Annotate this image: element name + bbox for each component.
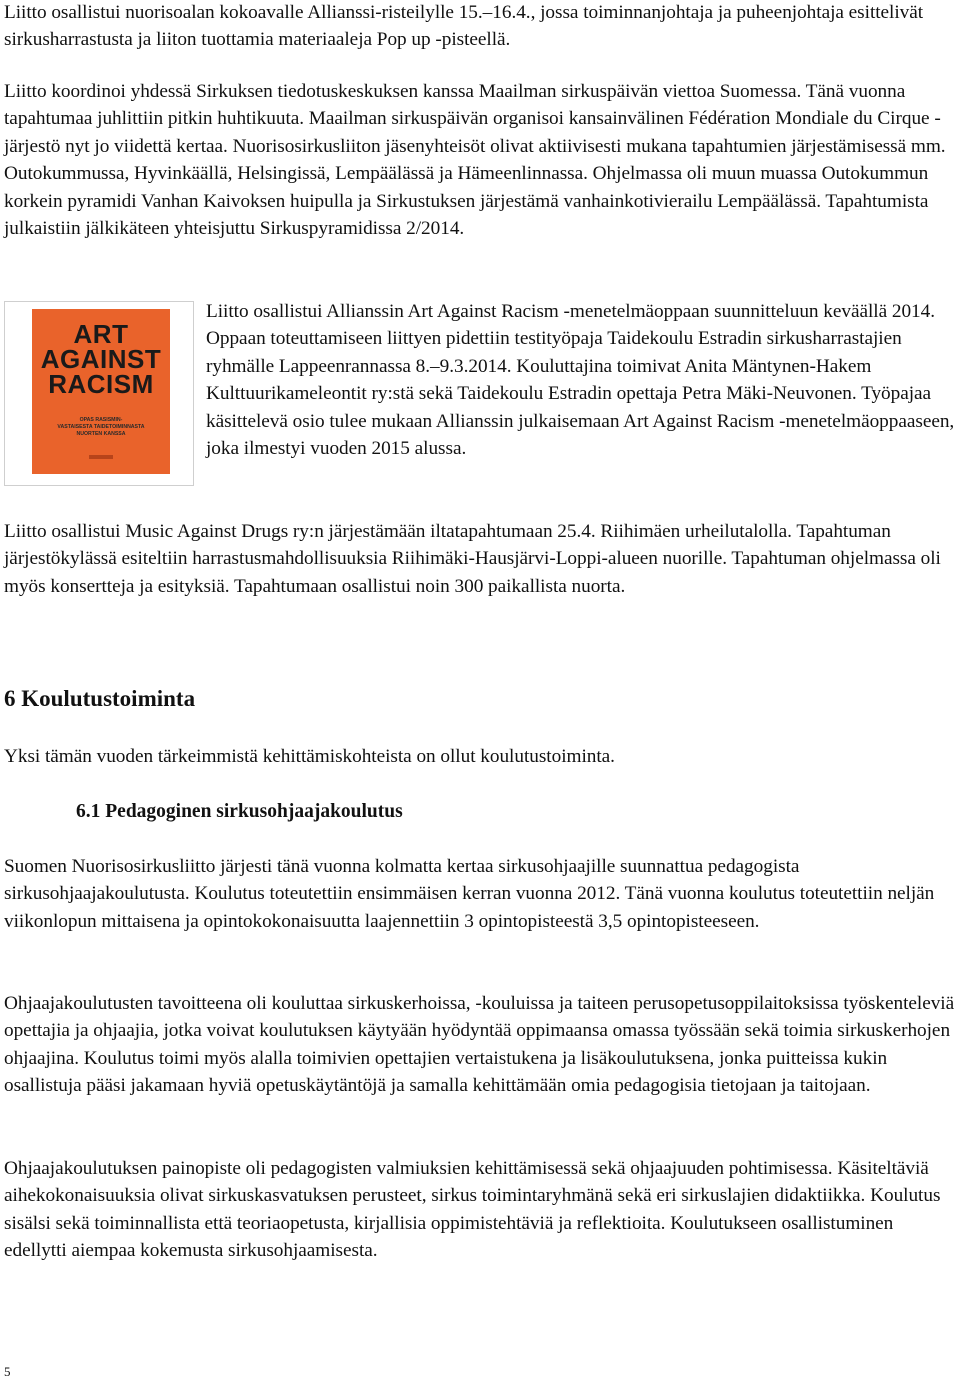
book-cover-title: [32, 319, 170, 399]
page-number: 5: [4, 1364, 11, 1379]
paragraph-allianssi-cruise: Liitto osallistui nuorisoalan kokoavalle Allianssi-risteilylle 15.–16.4., jossa toiminnanjohtaja ja puheenjohtaja esittelivät sirkusharrastusta ja liiton tuottamia materiaaleja Pop up -pisteellä.: [4, 2, 924, 51]
art-against-racism-book-image: [4, 301, 194, 486]
paragraph-training-goals: Ohjaajakoulutusten tavoitteena oli kouluttaa sirkuskerhoissa, -kouluissa ja taiteen perusopetusoppilaitoksissa työskenteleviä opettajia ja ohjaajia, jotka voivat koulutuksen käytyään hyödyntää oppimaansa omassa työssään sekä toimia sirkuskerhojen ohjaajina. Koulutus toimi myös alalla toimivien opettajien vertaistukena ja lisäkoulutuksena, jonka puitteissa kukin osallistuja pääsi jakamaan hyviä opetuskäytäntöjä ja samalla kehittämään omia pedagogisia tietojaan ja taitojaan.: [4, 993, 955, 1097]
paragraph-world-circus-day: Liitto koordinoi yhdessä Sirkuksen tiedotuskeskuksen kanssa Maailman sirkuspäivän viettoa Suomessa. Tänä vuonna tapahtumaa juhlittiin pitkin huhtikuuta. Maailman sirkuspäivän organisoi kansainvälinen Fédération Mondiale du Cirque -järjestö nyt jo viidettä kertaa. Nuorisosirkusliiton jäsenyhteisöt olivat aktiivisesti mukana tapahtumien järjestämisessä mm. Outokummussa, Hyvinkäällä, Helsingissä, Lempäälässä ja Hämeenlinnassa. Ohjelmassa oli muun muassa Outokummun korkein pyramidi Vanhan Kaivoksen huipulla ja Sirkustuksen järjestämä vanhainkotivierailu Lempäälässä. Tapahtumista julkaistiin jälkikäteen yhteisjuttu Sirkuspyramidissa 2/2014.: [4, 81, 946, 240]
book-subtitle-line-2: VASTAISESTA TAIDETOIMINNASTA: [57, 424, 145, 430]
book-cover-subtitle: [32, 417, 170, 438]
book-title-line-1: ART: [73, 319, 129, 349]
paragraph-music-against-drugs: Liitto osallistui Music Against Drugs ry:n järjestämään iltatapahtumaan 25.4. Riihimäen urheilutalolla. Tapahtuman järjestökylässä esiteltiin harrastusmahdollisuuksia Riihimäki-Hausjärvi-Loppi-alueen nuorille. Tapahtuman ohjelmassa oli myös konsertteja ja esityksiä. Tapahtumaan osallistui noin 300 paikallista nuorta.: [4, 521, 941, 597]
paragraph-training-overview: Suomen Nuorisosirkusliitto järjesti tänä vuonna kolmatta kertaa sirkusohjaajille suunnattua pedagogista sirkusohjaajakoulutusta. Koulutus toteutettiin ensimmäisen kerran vuonna 2012. Tänä vuonna koulutus toteutettiin neljän viikonlopun mittaisena ja opintokokonaisuutta laajennettiin 3 opintopisteestä 3,5 opintopisteeseen.: [4, 856, 935, 932]
book-subtitle-line-1: OPAS RASISMIN-: [79, 417, 123, 423]
paragraph-training-focus: Ohjaajakoulutuksen painopiste oli pedagogisten valmiuksien kehittämisessä sekä ohjaajuuden pohtimisessa. Käsiteltäviä aihekokonaisuuksia olivat sirkuskasvatuksen perusteet, sirkus toimintaryhmänä sekä eri sirkuslajien didaktiikka. Koulutus sisälsi sekä toiminnallista että teoriaopetusta, kirjallisia oppimistehtäviä ja reflektioita. Koulutukseen osallistuminen edellytti aiempaa kokemusta sirkusohjaamisesta.: [4, 1158, 941, 1262]
paragraph-art-against-racism: Liitto osallistui Allianssin Art Against Racism -menetelmäoppaan suunnitteluun keväällä 2014. Oppaan toteuttamiseen liittyen pidettiin testityöpaja Taidekoulu Estradin sirkusharrastajien ryhmälle Lappeenrannassa 8.–9.3.2014. Kouluttajina toimivat Anita Mäntynen-Hakem Kulttuurikameleontit ry:stä sekä Taidekoulu Estradin opettaja Petra Mäki-Neuvonen. Työpajaa käsittelevä osio tulee mukaan Allianssin julkaisemaan Art Against Racism -menetelmäoppaaseen, joka ilmestyi vuoden 2015 alussa.: [206, 301, 955, 460]
book-title-line-3: RACISM: [48, 369, 154, 399]
paragraph-section-intro: Yksi tämän vuoden tärkeimmistä kehittämiskohteista on ollut koulutustoiminta.: [4, 746, 615, 767]
subsection-heading: 6.1 Pedagoginen sirkusohjaajakoulutus: [76, 801, 403, 822]
book-subtitle-line-3: NUORTEN KANSSA: [76, 431, 126, 437]
book-cover: [32, 309, 170, 474]
book-cover-publisher-mark: [89, 455, 113, 459]
section-heading: 6 Koulutustoiminta: [4, 686, 196, 711]
book-title-line-2: AGAINST: [40, 344, 162, 374]
